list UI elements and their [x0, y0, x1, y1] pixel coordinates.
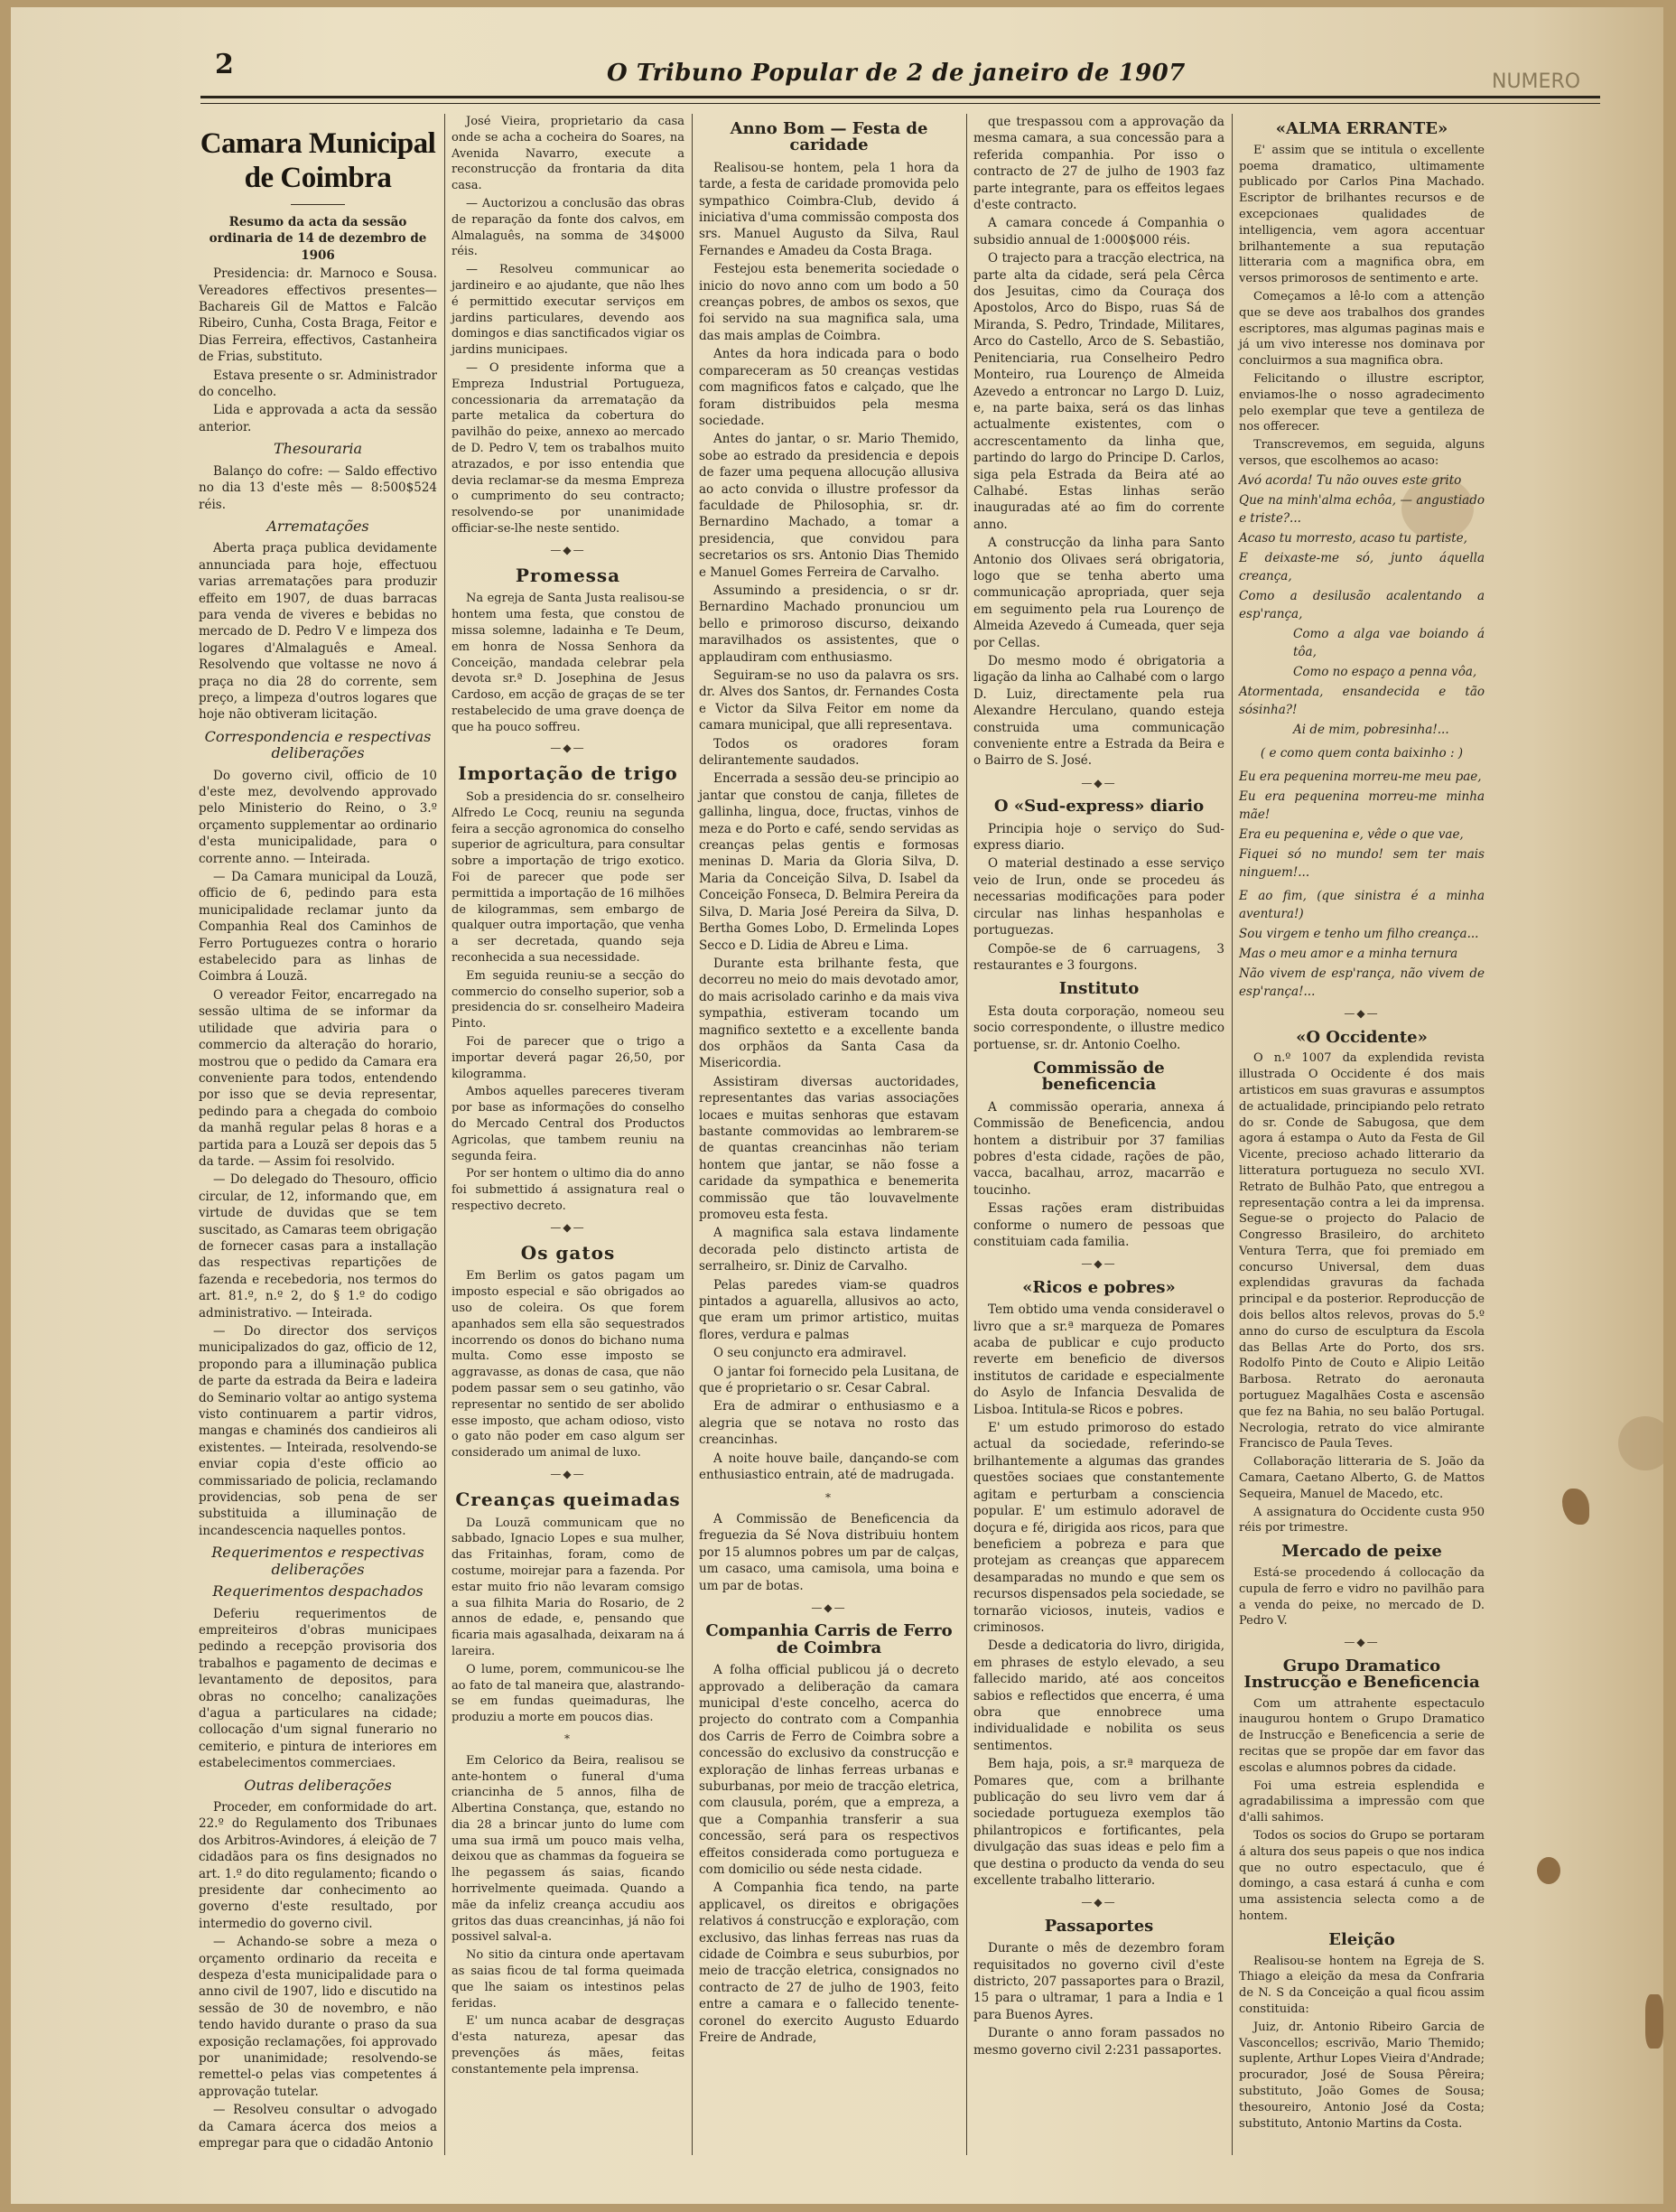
paragraph: Esta douta corporação, nomeou seu socio correspondente, o illustre medico portuense, sr. dr. Antonio Coelho.: [973, 1003, 1224, 1052]
column-rule: [966, 114, 967, 2155]
poem-note: ( e como quem conta baixinho : ): [1260, 745, 1464, 761]
section-subheading: Requerimentos despachados: [212, 1582, 424, 1601]
paragraph: Principia hoje o serviço do Sud-express diario.: [973, 821, 1224, 854]
article-heading: «ALMA ERRANTE»: [1275, 119, 1448, 138]
section-subheading: Correspondencia e respectivas deliberações: [204, 727, 432, 762]
torn-edge: [1537, 1857, 1560, 1884]
column-rule: [1232, 114, 1233, 2155]
column-1: [199, 114, 437, 2154]
article-heading: «Ricos e pobres»: [1022, 1277, 1176, 1297]
article-headline: Camara Municipal de Coimbra: [200, 127, 436, 194]
paragraph: que trespassou com a approvação da mesma camara, a sua concessão para a referida companhia. Por isso o contracto de 27 de julho de 1903 faz parte integrante, para os effeitos legaes d'este contracto.: [973, 115, 1224, 213]
paragraph: Presidencia: dr. Marnoco e Sousa. Vereadores effectivos presentes— Bachareis Gil de Mattos e Falcão Ribeiro, Cunha, Costa Braga, Feitor e Dias Ferreira, effectivos, Castanheira de Frias, substituto.: [199, 266, 437, 365]
paragraph: O lume, porem, communicou-se lhe ao fato de tal maneira que, alastrando-se em fundas queimaduras, lhe produziu a morte em poucos dias.: [452, 1662, 684, 1725]
divider: [291, 204, 345, 205]
paragraph: Compõe-se de 6 carruagens, 3 restaurantes e 3 fourgons.: [973, 941, 1224, 973]
stain: [1618, 1416, 1663, 1470]
paragraph: A commissão operaria, annexa á Commissão de Beneficencia, andou hontem a distribuir por 37 familias pobres d'esta cidade, rações de pão, vacca, bacalhau, arroz, macarrão e toucinho.: [973, 1099, 1224, 1198]
paragraph: — Achando-se sobre a meza o orçamento ordinario da receita e despeza d'esta municipalidade para o anno civil de 1907, lido e discutido na sessão de 30 de novembro, e não tendo havido durante o praso da sua exposição reclamações, foi approvado por unanimidade; resolvendo-se remettel-o pelas vias competentes á approvação tutelar.: [199, 1935, 437, 2099]
ornament-divider: —◆—: [550, 1467, 586, 1480]
paragraph: Balanço do cofre: — Saldo effectivo no dia 13 d'este mês — 8:500$524 réis.: [199, 463, 437, 512]
paragraph: E' um nunca acabar de desgraças d'esta natureza, apesar das prevenções ás mães, feitas constantemente pela imprensa.: [452, 2014, 684, 2077]
ornament-divider: —◆—: [550, 543, 586, 556]
paragraph: O jantar foi fornecido pela Lusitana, de que é proprietario o sr. Cesar Cabral.: [699, 1364, 959, 1396]
paragraph: Pelas paredes viam-se quadros pintados a aguarella, allusivos ao acto, que eram um primor artistico, muitas flores, verdura e palmas: [699, 1277, 959, 1342]
paragraph: Do mesmo modo é obrigatoria a ligação da linha ao Calhabé com o largo D. Luiz, directamente pela rua Alexandre Herculano, quando esteja construida uma communicação conveniente entre a Estrada da Beira e o Bairro de S. José.: [973, 654, 1224, 769]
ornament-divider: —◆—: [550, 742, 586, 755]
paragraph: A camara concede á Companhia o subsidio annual de 1:000$000 réis.: [973, 216, 1224, 247]
paragraph: Durante o anno foram passados no mesmo governo civil 2:231 passaportes.: [973, 2026, 1224, 2058]
article-heading: Anno Bom — Festa de caridade: [730, 119, 928, 155]
article-heading: Importação de trigo: [458, 762, 678, 785]
paragraph: Todos os socios do Grupo se portaram á altura dos seus papeis o que nos indica que no outro espectaculo, que é domingo, a casa estará á cunha e com uma assistencia selecta como a de hontem.: [1239, 1828, 1485, 1923]
poem-line: Eu era pequenina morreu-me minha mãe!: [1239, 789, 1485, 822]
paragraph: Aberta praça publica devidamente annunciada para hoje, effectuou varias arrematações para produzir effeito em 1907, de duas barracas para venda de viveres e bebidas no mercado de D. Pedro V e limpeza dos logares d'Almalaguês e Ameal. Resolvendo que voltasse ne novo á praça no dia 28 do corrente, sem preço, a limpeza d'outros logares que hoje não obtiveram licitação.: [199, 541, 437, 723]
paragraph: A folha official publicou já o decreto approvado a deliberação da camara municipal d'este concelho, acerca do projecto do contrato com a Companhia dos Carris de Ferro de Coimbra sobre a concessão do exclusivo da construcção e exploração de linhas ferreas urbanas e suburbanas, por meio de tracção eletrica, com clausula, porém, que a empreza, a que a Companhia transferir a sua concessão, será para os respectivos effeitos considerada como portugueza e com domicilio ou séde nesta cidade.: [699, 1663, 959, 1878]
paragraph: Transcrevemos, em seguida, alguns versos, que escolhemos ao acaso:: [1239, 438, 1485, 468]
paragraph: Essas rações eram distribuidas conforme o numero de pessoas que constituiam cada familia.: [973, 1201, 1224, 1249]
paragraph: A construcção da linha para Santo Antonio dos Olivaes será obrigatoria, logo que se tenha aberto uma communicação apropriada, quer seja em seguimento pela rua Lourenço de Almeida Azevedo á Cumeada, quer seja por Cellas.: [973, 536, 1224, 650]
ornament-divider: —◆—: [1081, 1896, 1117, 1909]
column-rule: [444, 114, 445, 2155]
paragraph: O n.º 1007 da explendida revista illustrada O Occidente é dos mais artisticos em suas gravuras e assumptos de actualidade, principiando pelo retrato do sr. Conde de Sabugosa, que dem agora á estampa o Auto da Festa de Gil Vicente, precioso achado litterario da litteratura portugueza no seculo XVI. Retrato de Bulhão Pato, que entregou a representação contra a lei da imprensa. Segue-se o projecto do Palacio de Congresso Brasileiro, do architeto Ventura Terra, que foi premiado em concurso Universal, dem duas explendidas gravuras da fachada principal e da posterior. Reproducção de dois bellos altos relevos, provas do 5.º anno do curso de esculptura da Escola das Bellas Arte do Porto, dos srs. Rodolfo Pinto de Couto e Alipio Leitão Barbosa. Retrato do aeronauta portuguez Magalhães Costa e ascensão que fez na Bahia, no seu balão Portugal. Necrologia, retrato do vice almirante Francisco de Paula Teves.: [1239, 1051, 1485, 1451]
paragraph: Realisou-se hontem na Egreja de S. Thiago a eleição da mesa da Confraria de N. S da Conceição a qual ficou assim constituida:: [1239, 1954, 1485, 2016]
paragraph: José Vieira, proprietario da casa onde se acha a cocheira do Soares, na Avenida Navarro, execute a reconstrucção da frontaria da dita casa.: [452, 115, 684, 193]
ornament-divider: *: [825, 1490, 833, 1504]
paragraph: — O presidente informa que a Empreza Industrial Portugueza, concessionaria da arrematação da parte metalica da cobertura do pavilhão do peixe, annexo ao mercado de D. Pedro V, tem os trabalhos muito atrazados, e por isso entendia que devia reclamar-se da mesma Empreza o cumprimento do seu contracto; resolvendo-se por unanimidade officiar-se-lhe neste sentido.: [452, 360, 684, 536]
ornament-divider: *: [564, 1731, 572, 1745]
ornament-divider: —◆—: [1344, 1006, 1380, 1020]
paragraph: Começamos a lê-lo com a attenção que se deve aos trabalhos dos grandes escriptores, mas algumas paginas mais e já um vivo interesse nos dominava por concluirmos a sua magnifica obra.: [1239, 289, 1485, 369]
paragraph: Assistiram diversas auctoridades, representantes das varias associações locaes e muitas senhoras que estavam bastante commovidas ao lembrarem-se de quantas creancinhas não teriam hontem que jantar, se não fosse a caridade da sympathica e benemerita commissão que tão louvavelmente promoveu esta festa.: [699, 1074, 959, 1222]
paragraph: Desde a dedicatoria do livro, dirigida, em phrases de estylo elevado, a seu fallecido marido, até aos conceitos sabios e reflectidos que encerra, é uma obra que ennobrece uma individualidade e nobilita os seus sentimentos.: [973, 1638, 1224, 1753]
paragraph: A assignatura do Occidente custa 950 réis por trimestre.: [1239, 1505, 1485, 1535]
paragraph: Tem obtido uma venda consideravel o livro que a sr.ª marqueza de Pomares acaba de publicar e cujo producto reverte em beneficio de diversos institutos de caridade e especialmente do Asylo de Infancia Desvalida de Lisboa. Intitula-se Ricos e pobres.: [973, 1302, 1224, 1417]
article-heading: Mercado de peixe: [1281, 1542, 1442, 1562]
masthead: [11, 7, 1663, 107]
paragraph: E' um estudo primoroso do estado actual da sociedade, referindo-se brilhantemente a algumas das grandes questões sociaes que constantemente agitam e perturbam a consciencia popular. E' um estimulo adoravel de doçura e fé, dirigida aos ricos, para que beneficiem a pobreza e para que protejam as creanças que apparecem desamparadas no mundo e que sem os recursos dispensados pela sociedade, se tornarão viciosos, inuteis, vadios e criminosos.: [973, 1421, 1224, 1635]
paragraph: Foi de parecer que o trigo a importar deverá pagar 26,50, por kilogramma.: [452, 1035, 684, 1081]
poem-line: Era eu pequenina e, vêde o que vae,: [1239, 826, 1464, 842]
column-3: [699, 114, 959, 2049]
newspaper-page: [11, 7, 1663, 2204]
torn-edge: [1562, 1489, 1589, 1525]
newspaper-title: O Tribuno Popular de 2 de janeiro de 1907: [607, 60, 1186, 87]
paragraph: Da Louzã communicam que no sabbado, Ignacio Lopes e sua mulher, das Fritainhas, foram, como de costume, moirejar para a fazenda. Por estar muito frio não levaram comsigo a sua filhita Maria do Rosario, de 2 annos de edade, e, pensando que ficaria mais agasalhada, deixaram na á lareira.: [452, 1516, 684, 1658]
article-heading: O «Sud-express» diario: [993, 797, 1205, 817]
paragraph: Ambos aquelles pareceres tiveram por base as informações do conselho do Mercado Central dos Productos Agricolas, que tambem reuniu na segunda feira.: [452, 1085, 684, 1163]
poem-line: Mas o meu amor e a minha ternura: [1239, 946, 1458, 961]
article-heading: «O Occidente»: [1296, 1027, 1428, 1047]
paragraph: Deferiu requerimentos de empreiteiros d'obras municipaes pedindo a recepção provisoria dos trabalhos e pagamento de decimas e levantamento de depositos, para obras no concelho; canalizações d'agua a particulares na cidade; collocação d'um signal funerario no cemiterio, e pintura de interiores em estabelecimentos commerciaes.: [199, 1606, 437, 1771]
paragraph: — Da Camara municipal da Louzã, officio de 6, pedindo para esta municipalidade reclamar junto da Companhia Real dos Caminhos de Ferro Portuguezes contra o horario estabelecido para as linhas de Coimbra á Louzã.: [199, 870, 437, 985]
paragraph: A noite houve baile, dançando-se com enthusiastico entrain, até de madrugada.: [699, 1451, 959, 1483]
poem-line: Que na minh'alma echôa, — angustiado e triste?...: [1239, 492, 1485, 526]
paragraph: Seguiram-se no uso da palavra os srs. dr. Alves dos Santos, dr. Fernandes Costa e Victor da Silva Feitor em nome da camara municipal, que alli representava.: [699, 668, 959, 733]
poem-line: Como no espaço a penna vôa,: [1293, 664, 1477, 679]
paragraph: Em Berlim os gatos pagam um imposto especial e são obrigados ao uso de coleira. Os que forem apanhados sem ella são sequestrados incorrendo os donos do bichano numa multa. Como esse imposto se aggravasse, as donas de casa, que não podem passar sem o seu gatinho, vão representar no sentido de ser abolido esse imposto, que acham odioso, visto o gato não poder em caso algum ser considerado um animal de luxo.: [452, 1269, 684, 1461]
paragraph: Encerrada a sessão deu-se principio ao jantar que constou de canja, filletes de gallinha, lingua, doce, fructas, vinhos de meza e do Porto e café, sendo servidas as creanças pelas gentis e formosas meninas D. Maria da Gloria Silva, D. Maria da Conceição Silva, D. Isabel da Conceição Fonseca, D. Belmira Pereira da Silva, D. Maria José Pereira da Silva, D. Bertha Gomes Lobo, D. Ermelinda Lopes Secco e D. Lidia de Abreu e Lima.: [699, 771, 959, 953]
poem-line: Não vivem de esp'rança, não vivem de esp'rança!...: [1239, 966, 1485, 999]
paragraph: A Companhia fica tendo, na parte applicavel, os direitos e obrigações relativos á construcção e exploração, com exclusivo, das linhas ferreas nas ruas da cidade de Coimbra e seus suburbios, por meio de tracção eletrica, consignados no contracto de 27 de julho de 1903, feito entre a camara e o fallecido tenente-coronel do exercito Augusto Eduardo Freire de Andrade,: [699, 1881, 959, 2046]
paragraph: — Do delegado do Thesouro, officio circular, de 12, informando que, em virtude de duvidas que se tem suscitado, as Camaras teem obrigação de fornecer casas para a installação das respectivas repartições de fazenda e recebedoria, nos termos do art. 81.º, n.º 2, do § 1.º do codigo administrativo. — Inteirada.: [199, 1172, 437, 1321]
header-rule: [200, 96, 1600, 104]
ornament-divider: —◆—: [550, 1220, 586, 1234]
ornament-divider: —◆—: [1081, 1257, 1117, 1271]
article-heading: Creanças queimadas: [455, 1488, 681, 1510]
column-4: [973, 114, 1224, 2060]
paragraph: Na egreja de Santa Justa realisou-se hontem uma festa, que constou de missa solemne, ladainha e Te Deum, em honra de Nossa Senhora da Conceição, mandada celebrar pela devota sr.ª D. Josephina de Jesus Cardoso, em acção de graças de se ter restabelecido de uma grave doença de que ha pouco soffreu.: [452, 592, 684, 734]
ornament-divider: —◆—: [1081, 776, 1117, 789]
paragraph: Assumindo a presidencia, o sr dr. Bernardino Machado pronunciou um bello e primoroso discurso, deixando maravilhados os assistentes, que o applaudiram com enthusiasmo.: [699, 583, 959, 665]
paragraph: O material destinado a esse serviço veio de Irun, onde se procedeu ás necessarias modificações para poder circular nas linhas hespanholas e portuguezas.: [973, 856, 1224, 938]
poem-line: E ao fim, (que sinistra é a minha aventura!): [1239, 888, 1485, 921]
page-number: 2: [215, 49, 234, 80]
ornament-divider: —◆—: [1344, 1636, 1380, 1649]
paragraph: — Resolveu communicar ao jardineiro e ao ajudante, que não lhes é permittido executar serviços em jardins particulares, devendo aos domingos e dias sanctificados vigiar os jardins municipaes.: [452, 263, 684, 358]
paragraph: Lida e approvada a acta da sessão anterior.: [199, 403, 437, 434]
article-summary: Resumo da acta da sessão ordinaria de 14 de dezembro de 1906: [209, 215, 427, 263]
article-heading: Eleição: [1328, 1929, 1395, 1949]
article-heading: Passaportes: [1044, 1916, 1154, 1936]
poem-line: Como a desilusão acalentando a esp'rança,: [1239, 588, 1485, 621]
paragraph: Juiz, dr. Antonio Ribeiro Garcia de Vasconcellos; escrivão, Mario Themido; suplente, Arthur Lopes Vieira d'Andrade; procurador, José de Sousa Pêreira; substituto, João Gomes de Sousa; thesoureiro, Antonio José da Costa; substituto, Antonio Martins da Costa.: [1239, 2020, 1485, 2131]
poem-line: Atormentada, ensandecida e tão sósinha?!: [1239, 684, 1485, 717]
paragraph: Sob a presidencia do sr. conselheiro Alfredo Le Cocq, reuniu na segunda feira a secção agronomica do conselho superior de agricultura, para consultar sobre a importação de trigo exotico. Foi de parecer que pode ser permittida a importação de 16 milhões de kilogrammas, sem embargo de qualquer outra importação, que venha a ser decretada, quando seja reconhecida a sua necessidade.: [452, 790, 684, 966]
paragraph: — Resolveu consultar o advogado da Camara ácerca dos meios a empregar para que o cidadão Antonio: [199, 2103, 437, 2151]
paragraph: Durante o mês de dezembro foram requisitados no governo civil d'este districto, 207 passaportes para o Brazil, 15 para o ultramar, 1 para a India e 1 para Buenos Ayres.: [973, 1941, 1224, 2022]
paragraph: Felicitando o illustre escriptor, enviamos-lhe o nosso agradecimento pelo exemplar que teve a gentileza de nos offerecer.: [1239, 371, 1485, 434]
column-5: [1239, 114, 1485, 2133]
poem-line: Fiquei só no mundo! sem ter mais ninguem!...: [1239, 846, 1485, 880]
paragraph: Por ser hontem o ultimo dia do anno foi submettido á assignatura real o respectivo decreto.: [452, 1167, 684, 1213]
paragraph: A Commissão de Beneficencia da freguezia da Sé Nova distribuiu hontem por 15 alumnos pobres um par de calças, um casaco, uma camisola, uma boina e um par de botas.: [699, 1511, 959, 1593]
poem-line: Eu era pequenina morreu-me meu pae,: [1239, 769, 1482, 784]
section-subheading: Requerimentos e respectivas deliberações: [211, 1544, 424, 1578]
paragraph: O vereador Feitor, encarregado na sessão ultima de se informar da utilidade que adviria para o commercio da alteração do horario, mostrou que o pedido da Camara era conveniente para todos, entendendo por isso que se devia representar, pedindo para a chegada do comboio da manhã regular pelas 8 horas e a partida para a Louzã ser depois das 5 da tarde. — Assim foi resolvido.: [199, 987, 437, 1169]
article-heading: Grupo Dramatico Instrucção e Beneficencia: [1243, 1657, 1480, 1692]
paragraph: Estava presente o sr. Administrador do concelho.: [199, 368, 437, 400]
poem-line: Sou virgem e tenho um filho creança...: [1239, 926, 1479, 941]
paragraph: Realisou-se hontem, pela 1 hora da tarde, a festa de caridade promovida pelo sympathico Coimbra-Club, devido á iniciativa d'uma commissão composta dos srs. Manuel Augusto da Silva, Raul Fernandes e Amadeu da Costa Braga.: [699, 160, 959, 258]
paragraph: Festejou esta benemerita sociedade o inicio do novo anno com um bodo a 50 creanças pobres, de ambos os sexos, que foi servido na sua magnifica sala, uma das mais amplas de Coimbra.: [699, 262, 959, 343]
article-heading: Companhia Carris de Ferro de Coimbra: [705, 1621, 953, 1657]
paragraph: O seu conjuncto era admiravel.: [713, 1346, 907, 1361]
section-subheading: Outras deliberações: [244, 1776, 392, 1794]
edge-stamp: NUMERO: [1492, 70, 1581, 93]
poem-line: Acaso tu morresto, acaso tu partiste,: [1239, 530, 1467, 546]
paragraph: Do governo civil, officio de 10 d'este mez, devolvendo approvado pelo Ministerio do Reino, o 3.º orçamento supplementar ao ordinario d'esta municipalidade, para o corrente anno. — Inteirada.: [199, 768, 437, 866]
poem-line: Avó acorda! Tu não ouves este grito: [1239, 472, 1462, 488]
paragraph: — Auctorizou a conclusão das obras de reparação da fonte dos calvos, em Almalaguês, na somma de 34$000 réis.: [452, 196, 684, 259]
paragraph: Está-se procedendo á collocação da cupula de ferro e vidro no pavilhão para a venda do peixe, no mercado de D. Pedro V.: [1239, 1566, 1485, 1629]
paragraph: A magnifica sala estava lindamente decorada pelo distincto artista de serralheiro, sr. Diniz de Carvalho.: [699, 1226, 959, 1274]
paragraph: O trajecto para a tracção electrica, na parte alta da cidade, será pela Cêrca dos Jesuitas, cimo da Couraça dos Apostolos, Arco do Bispo, ruas Sá de Miranda, S. Pedro, Trindade, Militares, Arco do Castello, Arco de S. Sebastião, Penitenciaria, rua Conselheiro Pedro Monteiro, rua Lourenço de Almeida Azevedo a entroncar no Largo D. Luiz, e, na parte baixa, será os das linhas actualmente existentes, com o accrescentamento da linha que, partindo do largo do Principe D. Carlos, siga pela Estrada da Beira até ao Calhabé. Estas linhas serão inauguradas até ao fim do corrente anno.: [973, 251, 1224, 532]
paragraph: Em seguida reuniu-se a secção do commercio do conselho superior, sob a presidencia do sr. conselheiro Madeira Pinto.: [452, 968, 684, 1031]
poem-line: Como a alga vae boiando á tôa,: [1293, 626, 1485, 659]
paragraph: Era de admirar o enthusiasmo e a alegria que se notava no rosto das creancinhas.: [699, 1399, 959, 1448]
paragraph: E' assim que se intitula o excellente poema dramatico, ultimamente publicado por Carlos Pina Machado. Escriptor de brilhantes recursos e de excepcionaes qualidades de intelligencia, vem agora accentuar brilhantemente a sua reputação litteraria com a magnifica obra, em versos primorosos de sentimento e arte.: [1239, 143, 1485, 286]
article-heading: Promessa: [515, 564, 621, 586]
paragraph: Bem haja, pois, a sr.ª marqueza de Pomares que, com a brilhante publicação do seu livro vem dar á sociedade portugueza exemplos tão philantropicos e fortificantes, pela divulgação das suas ideas e pelo fim a que destina o producto da venda do seu excellente trabalho litterario.: [973, 1757, 1224, 1889]
section-subheading: Thesouraria: [273, 440, 363, 458]
paragraph: Proceder, em conformidade do art. 22.º do Regulamento dos Tribunaes dos Arbitros-Avindores, á eleição de 7 cidadãos para os fins designados no art. 1.º do dito regulamento; ficando o presidente dar conhecimento ao governo d'este resultado, por intermedio do governo civil.: [199, 1799, 437, 1931]
article-heading: Instituto: [1058, 979, 1140, 999]
poem-line: E deixaste-me só, junto áquella creança,: [1239, 550, 1485, 583]
column-2: [452, 114, 684, 2080]
paragraph: Antes da hora indicada para o bodo compareceram as 50 creanças vestidas com magnificos fatos e calçado, que lhe foram distribuidos pela mesma sociedade.: [699, 347, 959, 428]
article-heading: Commissão de beneficencia: [1033, 1058, 1165, 1095]
paragraph: Com um attrahente espectaculo inaugurou hontem o Grupo Dramatico de Instrucção e Beneficencia a serie de recitas que se propõe dar em favor das escolas e alumnos pobres da cidade.: [1239, 1696, 1485, 1775]
paragraph: Foi uma estreia esplendida e agradabilissima a impressão com que d'alli sahimos.: [1239, 1778, 1485, 1825]
paragraph: Collaboração litteraria de S. João da Camara, Caetano Alberto, G. de Mattos Sequeira, Manuel de Macedo, etc.: [1239, 1455, 1485, 1501]
article-heading: Os gatos: [520, 1241, 616, 1264]
poem-line: Ai de mim, pobresinha!...: [1293, 722, 1449, 737]
paragraph: No sitio da cintura onde apertavam as saias ficou de tal forma queimada que lhe saiam os intestinos pelas feridas.: [452, 1948, 684, 2011]
section-subheading: Arrematações: [266, 517, 369, 535]
paragraph: Antes do jantar, o sr. Mario Themido, sobe ao estrado da presidencia e depois de fazer uma pequena allocução allusiva ao acto convida o illustre professor da faculdade de Philosophia, sr. dr. Bernardino Machado, a tomar a presidencia, que convidou para secretarios os srs. Antonio Dias Themido e Manuel Gomes Ferreira de Carvalho.: [699, 432, 959, 580]
column-rule: [692, 114, 693, 2155]
torn-edge: [1645, 1994, 1663, 2049]
paragraph: Em Celorico da Beira, realisou se ante-hontem o funeral d'uma criancinha de 5 annos, filha de Albertina Constança, que, estando no dia 28 a brincar junto do lume com uma sua irmã um pouco mais velha, deixou que as chammas da fogueira se lhe pegassem ás saias, ficando horrivelmente queimada. Quando a mãe da infeliz creança accudiu aos gritos das duas creancinhas, já não foi possivel salval-a.: [452, 1753, 684, 1945]
paragraph: Todos os oradores foram delirantemente saudados.: [699, 736, 959, 769]
paragraph: — Do director dos serviços municipalizados do gaz, officio de 12, propondo para a illuminação publica de parte da estrada da Beira e ladeira do Seminario voltar ao antigo systema visto continuarem a partir vidros, mangas e chaminés dos candieiros ali existentes. — Inteirada, resolvendo-se enviar copia d'este officio ao commissariado de policia, reclamando providencias, sob pena de ser substituida a illuminação de incandescencia naquelles pontos.: [199, 1324, 437, 1538]
paragraph: Durante esta brilhante festa, que decorreu no meio do mais devotado amor, do mais acrisolado carinho e da mais viva sympathia, estiveram tocando um magnifico sextetto e a excellente banda dos orphãos da Santa Casa da Misericordia.: [699, 956, 959, 1071]
ornament-divider: —◆—: [811, 1601, 847, 1614]
